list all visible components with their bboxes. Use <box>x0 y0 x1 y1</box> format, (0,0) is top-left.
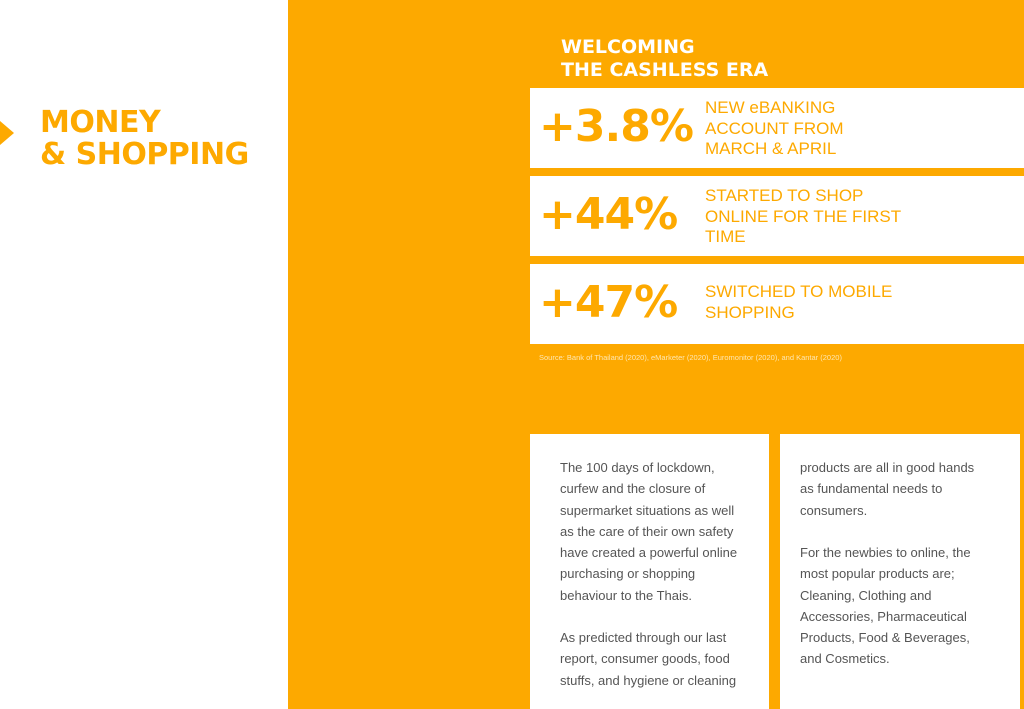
text-card-left <box>530 434 769 709</box>
paragraph-line: As predicted through our last <box>560 630 727 645</box>
paragraph-line: curfew and the closure of <box>560 481 706 497</box>
paragraph-line: products are all in good hands <box>800 460 975 475</box>
paragraph <box>560 627 736 691</box>
stat-description <box>705 98 1005 160</box>
paragraph-line: and Cosmetics. <box>800 651 890 667</box>
section-title-line: MONEY <box>40 105 161 140</box>
stat-value: +3.8% <box>539 101 693 152</box>
paragraph-line: most popular products are; <box>800 566 955 582</box>
stat-description-line: TIME <box>705 227 746 246</box>
stat-value: +47% <box>539 277 678 328</box>
paragraph <box>800 542 971 670</box>
paragraph-line: Cleaning, Clothing and <box>800 587 932 603</box>
paragraph-line: have created a powerful online <box>560 545 738 561</box>
source-note: Source: Bank of Thailand (2020), eMarketer (2020), Euromonitor (2020), and Kantar (2020) <box>539 353 842 362</box>
headline <box>561 36 768 82</box>
paragraph <box>560 457 737 606</box>
headline-line: THE CASHLESS ERA <box>561 59 769 81</box>
stat-description-line: ONLINE FOR THE FIRST <box>705 206 902 226</box>
stat-box-mobile-shopping <box>530 264 1024 344</box>
section-title-line: & SHOPPING <box>40 137 249 172</box>
paragraph-line: as fundamental needs to <box>800 481 943 497</box>
stat-description-line: SHOPPING <box>705 302 795 322</box>
stat-description-line: ACCOUNT FROM <box>705 118 844 138</box>
stat-box-ebanking <box>530 88 1024 168</box>
stat-description-line: STARTED TO SHOP <box>705 186 864 205</box>
paragraph-line: as the care of their own safety <box>560 523 734 539</box>
headline-line: WELCOMING <box>561 36 695 58</box>
text-card-right <box>780 434 1020 709</box>
paragraph-line: For the newbies to online, the <box>800 545 971 560</box>
paragraph-line: Accessories, Pharmaceutical <box>800 608 967 624</box>
stat-description-line: MARCH & APRIL <box>705 139 837 158</box>
paragraph-line: Products, Food & Beverages, <box>800 630 970 646</box>
paragraph-line: The 100 days of lockdown, <box>560 460 715 475</box>
paragraph-line: consumers. <box>800 502 868 518</box>
paragraph-line: report, consumer goods, food <box>560 651 730 667</box>
paragraph-line: supermarket situations as well <box>560 502 735 518</box>
paragraph <box>800 457 974 521</box>
paragraph-line: purchasing or shopping <box>560 566 696 582</box>
triangle-arrow-icon <box>0 121 14 145</box>
stat-value: +44% <box>539 189 678 240</box>
stat-box-online-shop <box>530 176 1024 256</box>
paragraph-line: stuffs, and hygiene or cleaning <box>560 672 737 688</box>
stat-description-line: SWITCHED TO MOBILE <box>705 282 893 301</box>
stat-description <box>705 186 1005 248</box>
section-title <box>40 107 249 171</box>
paragraph-line: behaviour to the Thais. <box>560 587 693 603</box>
stat-description <box>705 282 1005 323</box>
stat-description-line: NEW eBANKING <box>705 98 836 117</box>
